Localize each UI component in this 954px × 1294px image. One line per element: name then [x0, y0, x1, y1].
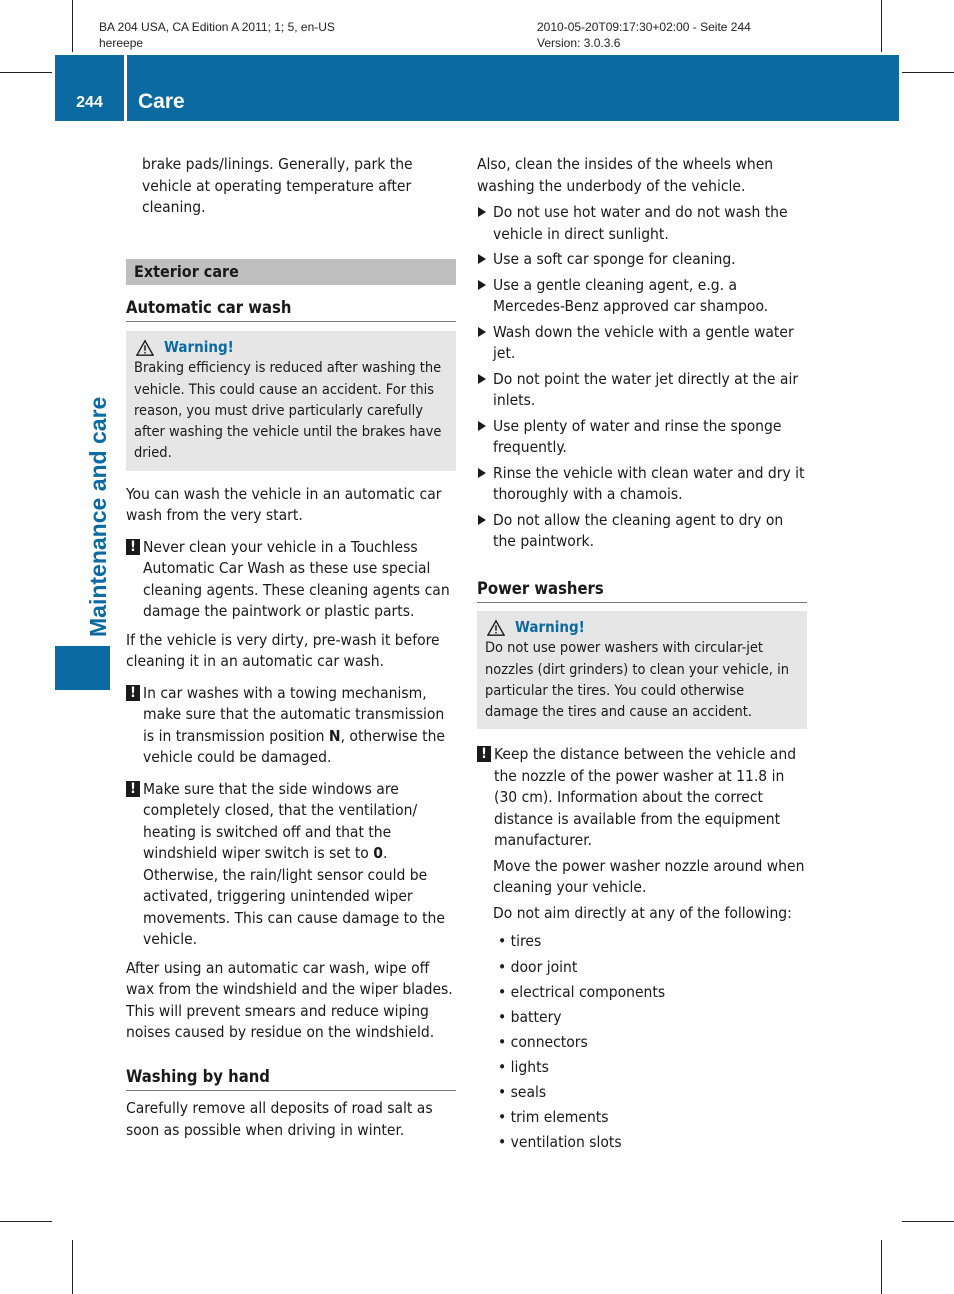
- step-list: [477, 202, 807, 553]
- subsection-title: Washing by hand: [126, 1066, 456, 1092]
- note-text-bold: N: [328, 726, 341, 745]
- step-text: Do not point the water jet directly at the air inlets.: [493, 369, 799, 409]
- list-item: • connectors: [498, 1032, 588, 1051]
- bullet-list: [477, 931, 807, 1153]
- paragraph: Move the power washer nozzle around when cleaning your vehicle.: [493, 856, 805, 897]
- arrow-bullet-icon: [478, 421, 486, 431]
- arrow-bullet-icon: [478, 515, 486, 525]
- exclamation-icon: !: [126, 539, 140, 555]
- exclamation-icon: !: [126, 685, 140, 701]
- paragraph: Carefully remove all deposits of road salt as soon as possible when driving in winter.: [126, 1099, 433, 1139]
- arrow-bullet-icon: [478, 254, 486, 264]
- arrow-bullet-icon: [478, 468, 486, 478]
- chapter-title: Care: [138, 90, 185, 113]
- subsection-title: Automatic car wash: [126, 297, 456, 323]
- list-item: • tires: [498, 932, 542, 951]
- paragraph: If the vehicle is very dirty, pre-wash it before cleaning it in an automatic car wash.: [126, 630, 440, 671]
- right-column: [477, 154, 807, 1154]
- arrow-bullet-icon: [478, 280, 486, 290]
- caution-note: [477, 744, 807, 852]
- note-text-part: In car washes with a towing mechanism, make sure that the automatic transmission is in transmission position: [143, 683, 445, 745]
- caution-note: [126, 537, 456, 623]
- caution-note: [126, 683, 456, 769]
- note-text-part: . Otherwise, the rain/light sensor could be activated, triggering unintended wiper movements. This can cause damage to the vehicle.: [143, 844, 445, 949]
- warning-label: Warning!: [515, 618, 585, 636]
- arrow-bullet-icon: [478, 327, 486, 337]
- step-item: [477, 275, 807, 318]
- print-info-line: Version: 3.0.3.6: [537, 36, 621, 50]
- warning-text: Braking efficiency is reduced after washing the vehicle. This could cause an accident. For this reason, you must drive particularly carefully after washing the vehicle until the brakes have dried.: [134, 360, 442, 462]
- print-info-right: [537, 19, 751, 51]
- paragraph: brake pads/linings. Generally, park the vehicle at operating temperature after cleaning.: [142, 155, 413, 216]
- exclamation-icon: !: [477, 746, 491, 762]
- crop-mark: [0, 72, 52, 73]
- crop-mark: [0, 1221, 52, 1222]
- subsection-title: Power washers: [477, 578, 807, 604]
- warning-triangle-icon: [136, 339, 154, 357]
- crop-mark: [881, 1240, 882, 1294]
- crop-mark: [72, 1240, 73, 1294]
- paragraph: You can wash the vehicle in an automatic car wash from the very start.: [126, 484, 442, 525]
- side-tab-title: Maintenance and care: [85, 396, 111, 637]
- list-item: • door joint: [498, 957, 578, 976]
- paragraph: Do not aim directly at any of the following:: [493, 903, 792, 922]
- banner-divider: [124, 55, 127, 121]
- warning-header: [136, 337, 448, 358]
- step-text: Use a gentle cleaning agent, e.g. a Mercedes-Benz approved car shampoo.: [493, 275, 769, 315]
- list-item: • ventilation slots: [498, 1133, 622, 1152]
- note-text: [143, 779, 456, 951]
- step-text: Rinse the vehicle with clean water and dry it thoroughly with a chamois.: [493, 463, 805, 503]
- step-item: [477, 322, 807, 365]
- warning-header: [487, 617, 799, 638]
- exclamation-icon: !: [126, 781, 140, 797]
- note-text-part: , otherwise the vehicle could be damaged.: [143, 726, 446, 767]
- note-text-bold: 0: [373, 844, 383, 863]
- page-number: 244: [76, 94, 103, 111]
- step-text: Do not allow the cleaning agent to dry on the paintwork.: [493, 510, 784, 550]
- print-info-line: 2010-05-20T09:17:30+02:00 - Seite 244: [537, 20, 751, 34]
- step-text: Use plenty of water and rinse the sponge frequently.: [493, 416, 782, 456]
- left-column: [126, 154, 456, 1141]
- caution-note: [126, 779, 456, 951]
- warning-label: Warning!: [164, 338, 234, 356]
- warning-triangle-icon: [487, 619, 505, 637]
- step-item: [477, 249, 807, 271]
- arrow-bullet-icon: [478, 374, 486, 384]
- print-info-line: hereepe: [99, 36, 144, 50]
- step-text: Use a soft car sponge for cleaning.: [493, 250, 736, 268]
- list-item: • trim elements: [498, 1108, 609, 1127]
- print-info-left: [99, 19, 335, 51]
- list-item: • electrical components: [498, 982, 666, 1001]
- crop-mark: [902, 1221, 954, 1222]
- crop-mark: [72, 0, 73, 52]
- step-item: [477, 369, 807, 412]
- note-text: [143, 683, 456, 769]
- step-item: [477, 463, 807, 506]
- section-title: Exterior care: [126, 259, 456, 285]
- step-item: [477, 510, 807, 553]
- step-text: Do not use hot water and do not wash the vehicle in direct sunlight.: [493, 203, 788, 243]
- step-text: Wash down the vehicle with a gentle water jet.: [493, 322, 794, 362]
- step-item: [477, 416, 807, 459]
- warning-text: Do not use power washers with circular-jet nozzles (dirt grinders) to clean your vehicle, in particular the tires. You could otherwise damage the tires and cause an accident.: [485, 640, 789, 721]
- step-item: [477, 202, 807, 245]
- warning-box: [126, 331, 456, 471]
- crop-mark: [881, 0, 882, 52]
- note-text: Keep the distance between the vehicle and the nozzle of the power washer at 11.8 in (30 cm). Information about the correct distance is available from the equipment manufacturer.: [494, 745, 797, 850]
- note-text-part: Make sure that the side windows are completely closed, that the ventilation/ heating is switched off and that the windshield wiper switch is set to: [143, 779, 418, 863]
- paragraph: After using an automatic car wash, wipe off wax from the windshield and the wiper blades. This will prevent smears and reduce wiping noises caused by residue on the windshield.: [126, 958, 453, 1042]
- arrow-bullet-icon: [478, 207, 486, 217]
- list-item: • battery: [498, 1007, 562, 1026]
- paragraph: Also, clean the insides of the wheels when washing the underbody of the vehicle.: [477, 155, 774, 195]
- crop-mark: [902, 72, 954, 73]
- list-item: • seals: [498, 1083, 547, 1102]
- list-item: • lights: [498, 1057, 549, 1076]
- note-text: Never clean your vehicle in a Touchless Automatic Car Wash as these use special cleaning agents. These cleaning agents can damage the paintwork or plastic parts.: [143, 537, 450, 621]
- side-tab-marker: [55, 646, 110, 690]
- print-info-line: BA 204 USA, CA Edition A 2011; 1; 5, en-US: [99, 20, 335, 34]
- warning-box: [477, 611, 807, 729]
